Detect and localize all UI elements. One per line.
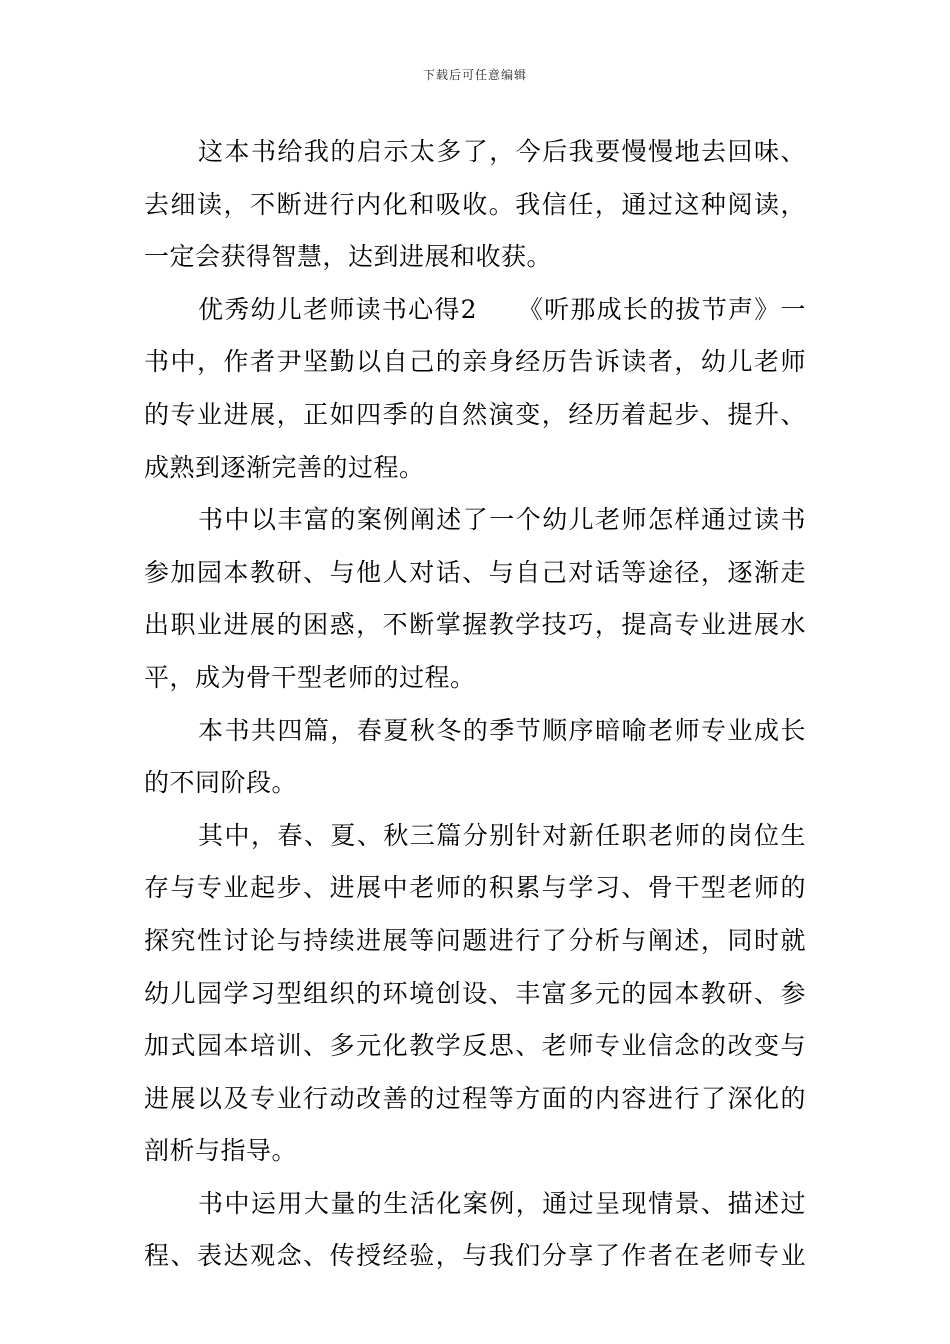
text-line: 探究性讨论与持续进展等问题进行了分析与阐述，同时就: [144, 925, 806, 955]
document-body: [144, 126, 806, 1283]
text-line: 进展以及专业行动改善的过程等方面的内容进行了深化的: [144, 1083, 806, 1113]
text-line: 加式园本培训、多元化教学反思、老师专业信念的改变与: [144, 1031, 806, 1061]
text-line: 一定会获得智慧，达到进展和收获。: [144, 242, 553, 272]
text-line: 的不同阶段。: [144, 768, 298, 798]
text-line: 去细读，不断进行内化和吸收。我信任，通过这种阅读，: [144, 189, 806, 219]
text-line: 参加园本教研、与他人对话、与自己对话等途径，逐渐走: [144, 557, 806, 587]
text-line: 存与专业起步、进展中老师的积累与学习、骨干型老师的: [144, 873, 806, 903]
text-line: 平，成为骨干型老师的过程。: [144, 662, 476, 692]
text-line: 书中以丰富的案例阐述了一个幼儿老师怎样通过读书: [198, 505, 806, 535]
text-line: 本书共四篇，春夏秋冬的季节顺序暗喻老师专业成长: [198, 715, 806, 745]
text-line: 书中运用大量的生活化案例，通过呈现情景、描述过: [198, 1188, 806, 1218]
header-note: 下载后可任意编辑: [422, 68, 527, 82]
text-line: 出职业进展的困惑，不断掌握教学技巧，提高专业进展水: [144, 610, 806, 640]
text-line: 幼儿园学习型组织的环境创设、丰富多元的园本教研、参: [144, 978, 806, 1008]
text-line: 这本书给我的启示太多了，今后我要慢慢地去回味、: [198, 137, 806, 166]
text-line: 成熟到逐渐完善的过程。: [144, 452, 425, 482]
text-line: 的专业进展，正如四季的自然演变，经历着起步、提升、: [144, 399, 806, 429]
text-line: 剖析与指导。: [144, 1136, 298, 1166]
text-line: 程、表达观念、传授经验，与我们分享了作者在老师专业: [144, 1241, 806, 1271]
text-line: 其中，春、夏、秋三篇分别针对新任职老师的岗位生: [198, 820, 806, 850]
text-line: 优秀幼儿老师读书心得2 《听那成长的拔节声》一: [198, 294, 806, 324]
text-line: 书中，作者尹坚勤以自己的亲身经历告诉读者，幼儿老师: [144, 347, 806, 377]
